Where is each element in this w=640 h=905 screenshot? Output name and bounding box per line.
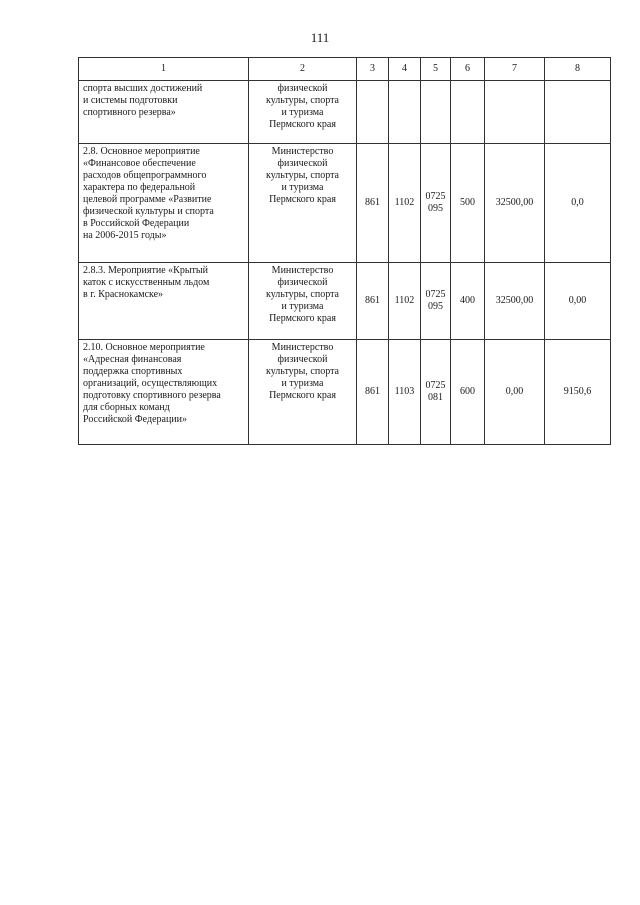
table-row bbox=[79, 81, 611, 144]
code-cell: 861 bbox=[357, 340, 389, 445]
executor-cell: Министерство физической культуры, спорта и туризма Пермского края bbox=[249, 144, 357, 263]
header-cell: 1 bbox=[79, 58, 249, 81]
amount-cell: 32500,00 bbox=[485, 263, 545, 340]
code-cell: 1102 bbox=[389, 144, 421, 263]
code-cell: 861 bbox=[357, 263, 389, 340]
activity-name-cell: спорта высших достижений и системы подготовки спортивного резерва» bbox=[79, 81, 249, 144]
amount-cell bbox=[545, 81, 611, 144]
code-cell: 400 bbox=[451, 263, 485, 340]
amount-cell: 0,0 bbox=[545, 144, 611, 263]
code-cell: 0725 081 bbox=[421, 340, 451, 445]
header-cell: 6 bbox=[451, 58, 485, 81]
header-cell: 3 bbox=[357, 58, 389, 81]
code-cell: 861 bbox=[357, 144, 389, 263]
code-cell bbox=[357, 81, 389, 144]
amount-cell: 0,00 bbox=[485, 340, 545, 445]
activity-name-cell: 2.10. Основное мероприятие «Адресная финансовая поддержка спортивных организаций, осуществляющих подготовку спортивного резерва для сборных команд Российской Федерации» bbox=[79, 340, 249, 445]
amount-cell: 9150,6 bbox=[545, 340, 611, 445]
code-cell: 0725 095 bbox=[421, 263, 451, 340]
executor-cell: физической культуры, спорта и туризма Пермского края bbox=[249, 81, 357, 144]
amount-cell: 0,00 bbox=[545, 263, 611, 340]
code-cell bbox=[389, 81, 421, 144]
executor-cell: Министерство физической культуры, спорта и туризма Пермского края bbox=[249, 263, 357, 340]
table-row bbox=[79, 144, 611, 263]
table-header-row bbox=[79, 58, 611, 81]
executor-cell: Министерство физической культуры, спорта и туризма Пермского края bbox=[249, 340, 357, 445]
header-cell: 7 bbox=[485, 58, 545, 81]
header-cell: 5 bbox=[421, 58, 451, 81]
code-cell: 1102 bbox=[389, 263, 421, 340]
amount-cell bbox=[485, 81, 545, 144]
code-cell: 0725 095 bbox=[421, 144, 451, 263]
header-cell: 2 bbox=[249, 58, 357, 81]
page-number: 111 bbox=[310, 30, 330, 45]
code-cell: 1103 bbox=[389, 340, 421, 445]
code-cell bbox=[451, 81, 485, 144]
header-cell: 4 bbox=[389, 58, 421, 81]
code-cell: 600 bbox=[451, 340, 485, 445]
table-row bbox=[79, 340, 611, 445]
activity-name-cell: 2.8.3. Мероприятие «Крытый каток с искусственным льдом в г. Краснокамске» bbox=[79, 263, 249, 340]
budget-table bbox=[78, 57, 611, 445]
activity-name-cell: 2.8. Основное мероприятие «Финансовое обеспечение расходов общепрограммного характера по федеральной целевой программе «Развитие физической культуры и спорта в Российской Федерации на 2006-2015 годы» bbox=[79, 144, 249, 263]
code-cell bbox=[421, 81, 451, 144]
header-cell: 8 bbox=[545, 58, 611, 81]
code-cell: 500 bbox=[451, 144, 485, 263]
amount-cell: 32500,00 bbox=[485, 144, 545, 263]
table-row bbox=[79, 263, 611, 340]
